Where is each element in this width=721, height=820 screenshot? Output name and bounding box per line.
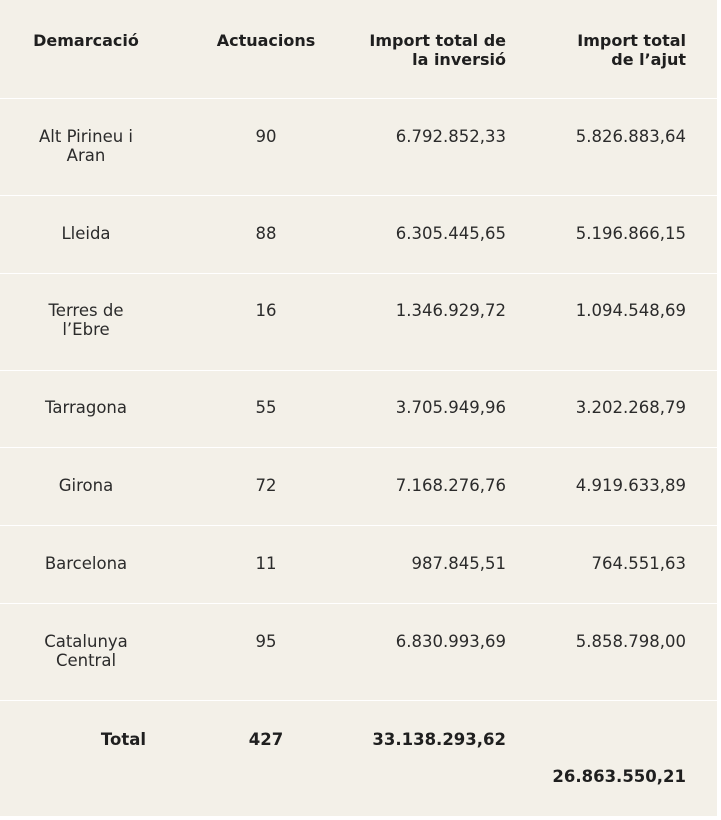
cell-ajut: 3.202.268,79	[575, 398, 686, 417]
cell-inversio: 6.830.993,69	[395, 632, 506, 651]
total-inversio: 33.138.293,62	[372, 730, 506, 749]
cell-demarcacio: Lleida	[61, 224, 111, 243]
cell-ajut: 5.858.798,00	[575, 632, 686, 651]
table-row	[0, 604, 717, 701]
cell-ajut: 764.551,63	[591, 554, 686, 573]
cell-ajut: 4.919.633,89	[575, 476, 686, 495]
total-actuacions: 427	[248, 730, 284, 749]
cell-demarcacio: Barcelona	[44, 554, 128, 573]
cell-inversio: 7.168.276,76	[395, 476, 506, 495]
total-ajut: 26.863.550,21	[552, 767, 686, 786]
cell-actuacions: 72	[255, 476, 277, 495]
header-ajut: Import total de l’ajut	[577, 31, 686, 69]
table-row	[0, 99, 717, 196]
cell-actuacions: 16	[255, 301, 277, 320]
cell-demarcacio: Terres de l’Ebre	[48, 301, 124, 339]
cell-actuacions: 95	[255, 632, 277, 651]
cell-ajut: 1.094.548,69	[575, 301, 686, 320]
table-row	[0, 371, 717, 448]
cell-inversio: 987.845,51	[411, 554, 506, 573]
table-row	[0, 196, 717, 274]
cell-inversio: 1.346.929,72	[395, 301, 506, 320]
cell-demarcacio: Alt Pirineu i Aran	[38, 127, 134, 165]
cell-demarcacio: Catalunya Central	[44, 632, 128, 670]
table-row	[0, 448, 717, 526]
cell-demarcacio: Tarragona	[45, 398, 127, 417]
cell-inversio: 6.792.852,33	[395, 127, 506, 146]
cell-actuacions: 55	[255, 398, 277, 417]
header-inversio: Import total de la inversió	[369, 31, 506, 69]
table-row	[0, 274, 717, 371]
cell-demarcacio: Girona	[58, 476, 114, 495]
cell-ajut: 5.196.866,15	[575, 224, 686, 243]
table-row	[0, 526, 717, 604]
cell-inversio: 6.305.445,65	[395, 224, 506, 243]
table-header-row	[0, 0, 717, 99]
table-total-row	[0, 701, 717, 816]
cell-inversio: 3.705.949,96	[395, 398, 506, 417]
cell-actuacions: 88	[255, 224, 277, 243]
cell-actuacions: 90	[255, 127, 277, 146]
header-demarcacio: Demarcació	[33, 31, 139, 50]
total-label: Total	[100, 730, 146, 749]
cell-ajut: 5.826.883,64	[575, 127, 686, 146]
header-actuacions: Actuacions	[216, 31, 316, 50]
cell-actuacions: 11	[255, 554, 277, 573]
